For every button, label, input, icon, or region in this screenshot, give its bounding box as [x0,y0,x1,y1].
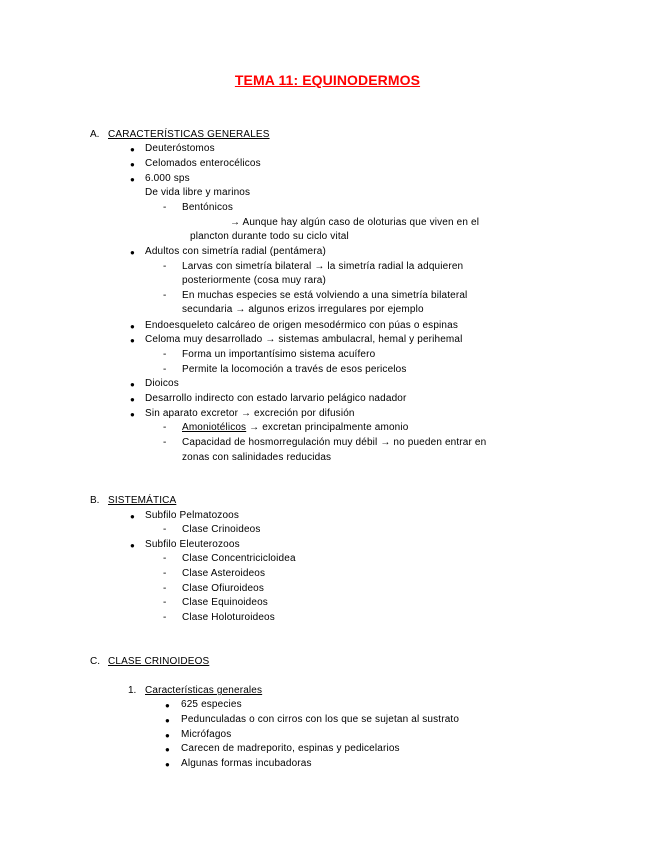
list-item: Clase Holoturoideos [182,612,275,623]
list-item [182,421,408,435]
bullet-icon: ● [165,760,170,769]
bullet-icon: ● [165,716,170,725]
list-item: Clase Equinoideos [182,597,268,608]
bullet-icon: ● [130,541,135,550]
subsection-1-marker: 1. [128,685,137,696]
bullet-icon: ● [130,160,135,169]
list-item: Subfilo Eleuterozoos [145,539,240,550]
list-item: Sin aparato excretor → excreción por difusión [145,408,355,419]
subsection-1-heading: Características generales [145,685,263,696]
dash-icon: - [163,524,167,535]
amoniotelicos-term: Amoniotélicos [182,422,247,433]
list-item: Clase Asteroideos [182,568,266,579]
list-item-continuation: zonas con salinidades reducidas [182,452,332,463]
list-item: Adultos con simetría radial (pentámera) [145,246,326,257]
list-item: 6.000 sps [145,173,190,184]
list-item: Endoesqueleto calcáreo de origen mesodérmico con púas o espinas [145,320,458,331]
bullet-icon: ● [130,410,135,419]
list-item: Celomados enterocélicos [145,158,261,169]
list-item: Clase Concentricicloidea [182,553,296,564]
list-item: En muchas especies se está volviendo a una simetría bilateral [182,290,468,301]
list-item: Pedunculadas o con cirros con los que se sujetan al sustrato [181,714,460,725]
bullet-icon: ● [130,512,135,521]
section-c-heading: CLASE CRINOIDEOS [108,656,210,667]
dash-icon: - [163,202,167,213]
dash-icon: - [163,364,167,375]
list-item: 625 especies [181,699,242,710]
list-item-continuation: secundaria → algunos erizos irregulares por ejemplo [182,304,424,315]
list-item: Capacidad de hosmorregulación muy débil → no pueden entrar en [182,437,487,448]
list-item: Algunas formas incubadoras [181,758,312,769]
dash-icon: - [163,437,167,448]
bullet-icon: ● [165,745,170,754]
bullet-icon: ● [130,322,135,331]
bullet-icon: ● [130,395,135,404]
list-item-continuation: De vida libre y marinos [145,187,251,198]
dash-icon: - [163,261,167,272]
dash-icon: - [163,290,167,301]
document-title: TEMA 11: EQUINODERMOS [234,72,421,88]
section-b-heading: SISTEMÁTICA [108,495,177,506]
section-b-marker: B. [90,495,100,506]
list-item: Carecen de madreporito, espinas y pedicelarios [181,743,400,754]
list-item: Micrófagos [181,729,232,740]
list-item: Bentónicos [182,202,233,213]
dash-icon: - [163,612,167,623]
bullet-icon: ● [130,380,135,389]
list-item: Permite la locomoción a través de esos pericelos [182,364,407,375]
bullet-icon: ● [130,175,135,184]
list-item: Subfilo Pelmatozoos [145,510,240,521]
dash-icon: - [163,583,167,594]
section-a-marker: A. [90,129,100,140]
dash-icon: - [163,422,167,433]
dash-icon: - [163,597,167,608]
section-c-marker: C. [90,656,100,667]
amoniotelicos-desc: → excretan principalmente amonio [246,422,409,433]
list-item: → Aunque hay algún caso de oloturias que viven en el [230,217,480,228]
list-item: Forma un importantísimo sistema acuífero [182,349,376,360]
list-item-continuation: posteriormente (cosa muy rara) [182,275,326,286]
bullet-icon: ● [165,701,170,710]
list-item: Desarrollo indirecto con estado larvario pelágico nadador [145,393,407,404]
list-item-continuation: plancton durante todo su ciclo vital [190,231,349,242]
section-a-heading: CARACTERÍSTICAS GENERALES [108,129,270,140]
bullet-icon: ● [130,336,135,345]
bullet-icon: ● [130,145,135,154]
bullet-icon: ● [165,731,170,740]
list-item: Clase Crinoideos [182,524,261,535]
dash-icon: - [163,553,167,564]
dash-icon: - [163,568,167,579]
bullet-icon: ● [130,248,135,257]
dash-icon: - [163,349,167,360]
list-item: Clase Ofiuroideos [182,583,265,594]
list-item: Larvas con simetría bilateral → la simetría radial la adquieren [182,261,464,272]
list-item: Deuteróstomos [145,143,215,154]
list-item: Dioicos [145,378,179,389]
list-item: Celoma muy desarrollado → sistemas ambulacral, hemal y perihemal [145,334,463,345]
